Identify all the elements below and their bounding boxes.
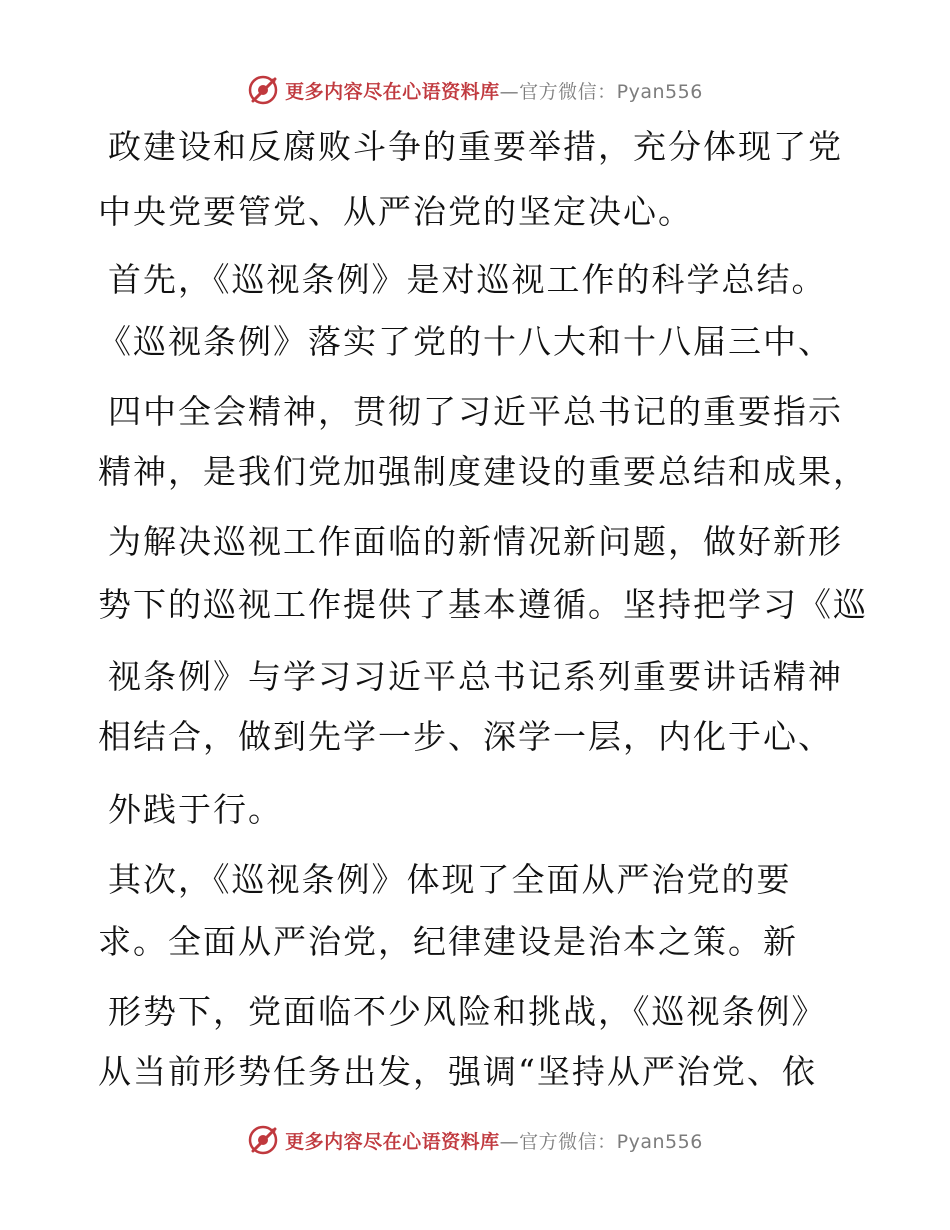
body-line: 外践于行。	[108, 790, 283, 829]
footer-banner-main: 更多内容尽在心语资料库	[285, 1130, 500, 1153]
body-line: 形势下，党面临不少风险和挑战，《巡视条例》	[108, 992, 827, 1031]
brand-logo-icon	[247, 74, 279, 106]
body-line: 其次，《巡视条例》体现了全面从严治党的要	[108, 860, 792, 899]
body-line: 为解决巡视工作面临的新情况新问题，做好新形	[108, 522, 843, 561]
body-line: 四中全会精神，贯彻了习近平总书记的重要指示	[108, 392, 843, 431]
brand-logo-icon	[247, 1124, 279, 1156]
body-line: 精神，是我们党加强制度建设的重要总结和成果，	[98, 452, 868, 491]
header-banner-text	[285, 77, 703, 104]
footer-banner-wechat: —官方微信：Pyan556	[499, 1130, 703, 1153]
header-banner-wechat: —官方微信：Pyan556	[499, 80, 703, 103]
body-line: 相结合，做到先学一步、深学一层，内化于心、	[98, 717, 833, 756]
body-line: 势下的巡视工作提供了基本遵循。坚持把学习《巡	[98, 585, 868, 624]
footer-banner-text	[285, 1127, 703, 1154]
body-line: 政建设和反腐败斗争的重要举措，充分体现了党	[108, 127, 843, 166]
body-line: 视条例》与学习习近平总书记系列重要讲话精神	[108, 657, 843, 696]
body-line: 首先，《巡视条例》是对巡视工作的科学总结。	[108, 260, 827, 299]
body-line: 中央党要管党、从严治党的坚定决心。	[98, 192, 693, 231]
header-watermark	[0, 70, 950, 110]
footer-watermark	[0, 1120, 950, 1160]
header-banner-main: 更多内容尽在心语资料库	[285, 80, 500, 103]
body-line: 求。全面从严治党，纪律建设是治本之策。新	[98, 922, 798, 961]
body-line: 从当前形势任务出发，强调“坚持从严治党、依	[98, 1052, 817, 1091]
body-line: 《巡视条例》落实了党的十八大和十八届三中、	[98, 322, 833, 361]
